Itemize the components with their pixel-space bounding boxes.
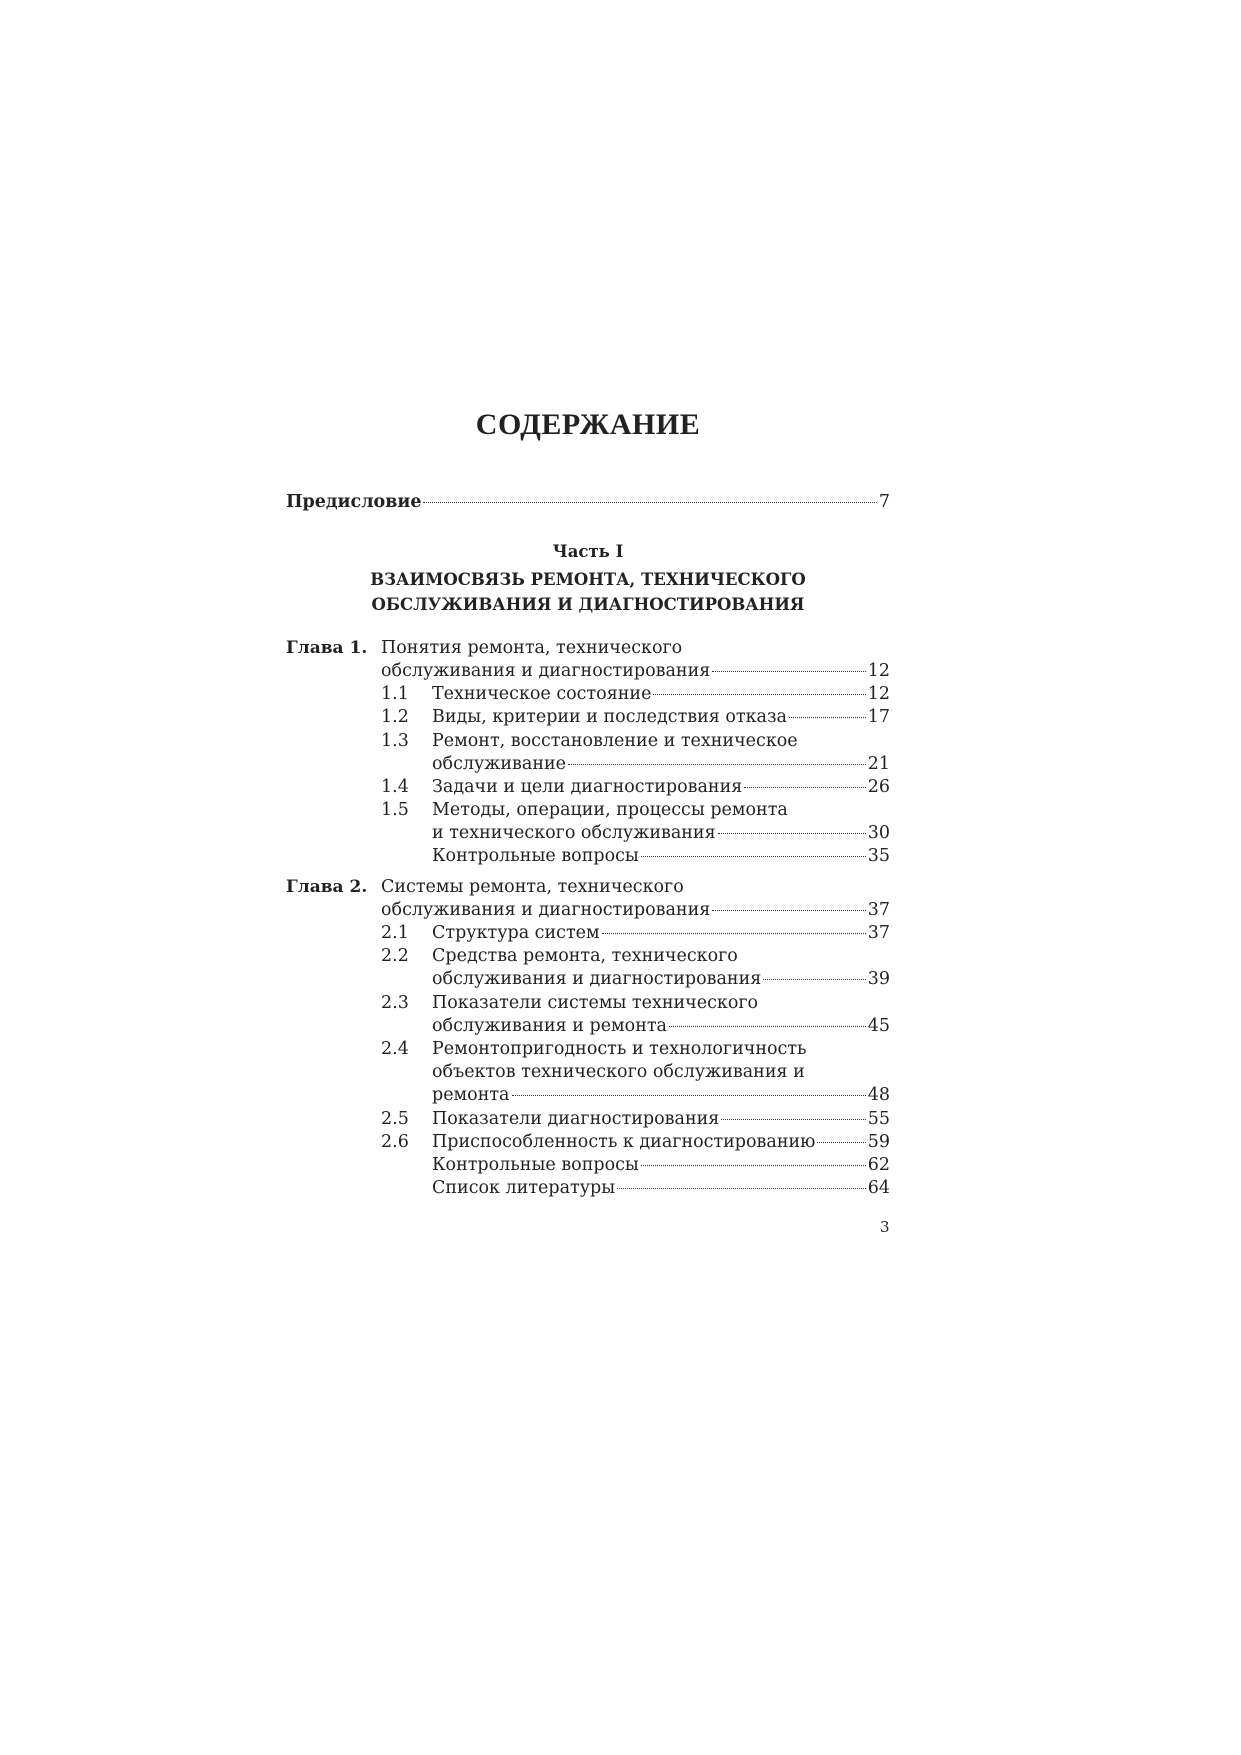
toc-entry-1-5[interactable] [432,822,890,844]
toc-entry-references[interactable] [432,1177,890,1199]
section-title-line-1[interactable]: Ремонтопригодность и технологичность [432,1039,807,1059]
chapter-2-title-line-2: обслуживания и диагностирования [381,900,711,920]
section-title-line-2: обслуживания и диагностирования [432,969,762,989]
toc-page-number: 21 [867,754,890,774]
section-title-line-1[interactable]: Средства ремонта, технического [432,946,738,966]
toc-page-number: 12 [867,684,890,704]
toc-entry-2-1[interactable] [432,922,890,944]
toc-page-number: 59 [867,1132,890,1152]
toc-entry-2-5[interactable] [432,1108,890,1130]
toc-entry-chapter-2[interactable] [381,899,890,921]
section-title-line-1[interactable]: Ремонт, восстановление и техническое [432,731,798,751]
section-title: Список литературы [432,1178,616,1198]
section-number: 1.4 [381,777,409,797]
section-number: 2.6 [381,1132,409,1152]
chapter-2-title-line-1[interactable]: Системы ремонта, технического [381,877,684,897]
toc-page-number: 64 [867,1178,890,1198]
dot-leader [669,1026,866,1027]
section-title-line-2[interactable]: объектов технического обслуживания и [432,1062,805,1082]
section-number: 2.2 [381,946,409,966]
dot-leader [744,787,865,788]
part-label: Часть I [552,542,624,561]
toc-page-number: 39 [867,969,890,989]
dot-leader [718,833,866,834]
section-title-line-3: ремонта [432,1085,510,1105]
section-number: 1.5 [381,800,409,820]
section-number: 1.1 [381,684,409,704]
dot-leader [653,694,865,695]
chapter-1-title-line-1[interactable]: Понятия ремонта, технического [381,638,683,658]
page-number: 3 [880,1218,890,1236]
toc-entry-2-2[interactable] [432,968,890,990]
dot-leader [789,717,866,718]
toc-entry-1-3[interactable] [432,753,890,775]
dot-leader [641,1165,866,1166]
toc-page-number: 35 [867,846,890,866]
chapter-2-label: Глава 2. [286,877,368,897]
section-title: Показатели диагностирования [432,1109,720,1129]
dot-leader [721,1119,865,1120]
chapter-1-label: Глава 1. [286,638,368,658]
toc-page-number: 37 [867,923,890,943]
toc-page-number: 26 [867,777,890,797]
toc-page-number: 45 [867,1016,890,1036]
dot-leader [763,979,865,980]
dot-leader [712,910,865,911]
toc-entry-preface[interactable] [286,491,890,513]
dot-leader [512,1095,866,1096]
toc-entry-ch1-questions[interactable] [432,845,890,867]
toc-entry-chapter-1[interactable] [381,660,890,682]
section-title-line-2: обслуживания и ремонта [432,1016,667,1036]
toc-page-number: 48 [867,1085,890,1105]
section-number: 2.5 [381,1109,409,1129]
dot-leader [712,671,865,672]
section-number: 1.3 [381,731,409,751]
toc-entry-ch2-questions[interactable] [432,1154,890,1176]
toc-page-number: 37 [867,900,890,920]
section-title-line-2: и технического обслуживания [432,823,716,843]
toc-page-number: 12 [867,661,890,681]
part-title-line-2: ОБСЛУЖИВАНИЯ И ДИАГНОСТИРОВАНИЯ [371,595,805,614]
section-number: 2.3 [381,993,409,1013]
section-title-line-2: обслуживание [432,754,567,774]
section-number: 2.1 [381,923,409,943]
section-title-line-1[interactable]: Методы, операции, процессы ремонта [432,800,788,820]
toc-page-number: 62 [867,1155,890,1175]
chapter-1-title-line-2: обслуживания и диагностирования [381,661,711,681]
toc-page-number: 17 [867,707,890,727]
dot-leader [423,502,876,503]
toc-entry-2-6[interactable] [432,1131,890,1153]
toc-page-number: 55 [867,1109,890,1129]
toc-entry-2-4[interactable] [432,1084,890,1106]
section-title-line-1[interactable]: Показатели системы технического [432,993,759,1013]
page-title: СОДЕРЖАНИЕ [475,408,701,441]
dot-leader [617,1188,866,1189]
dot-leader [817,1142,865,1143]
part-title-line-1: ВЗАИМОСВЯЗЬ РЕМОНТА, ТЕХНИЧЕСКОГО [370,570,806,589]
dot-leader [568,764,866,765]
toc-entry-1-2[interactable] [432,706,890,728]
toc-page-number: 7 [878,492,890,512]
section-number: 1.2 [381,707,409,727]
section-title: Техническое состояние [432,684,652,704]
section-number: 2.4 [381,1039,409,1059]
section-title: Приспособленность к диагностированию [432,1132,816,1152]
section-title: Задачи и цели диагностирования [432,777,743,797]
toc-entry-label: Предисловие [286,492,422,512]
toc-entry-2-3[interactable] [432,1015,890,1037]
toc-entry-1-4[interactable] [432,776,890,798]
toc-page-number: 30 [867,823,890,843]
toc-entry-1-1[interactable] [432,683,890,705]
section-title: Виды, критерии и последствия отказа [432,707,787,727]
section-title: Контрольные вопросы [432,1155,639,1175]
dot-leader [641,856,866,857]
section-title: Структура систем [432,923,600,943]
dot-leader [602,933,866,934]
section-title: Контрольные вопросы [432,846,639,866]
